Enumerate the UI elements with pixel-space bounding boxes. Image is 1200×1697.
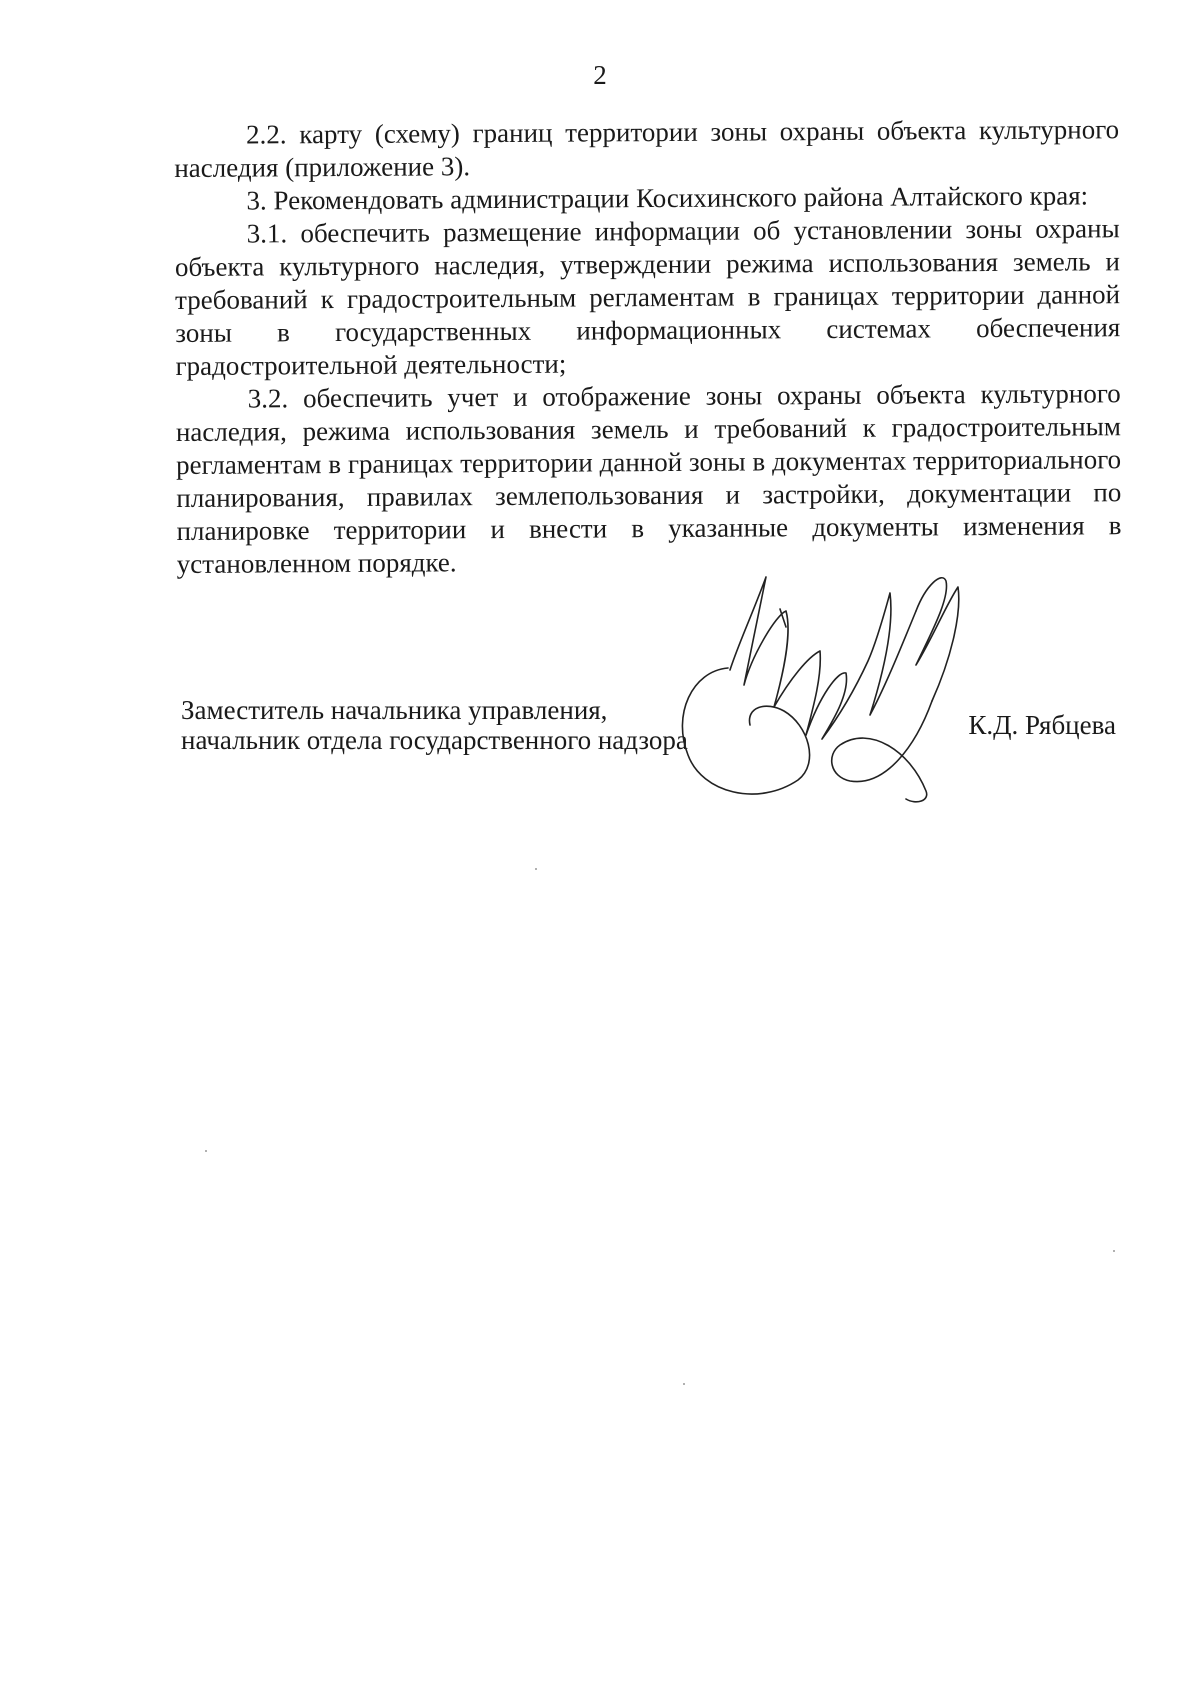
scan-speck bbox=[205, 1150, 207, 1152]
paragraph-3: 3. Рекомендовать администрации Косихинского района Алтайского края: bbox=[246, 180, 1089, 216]
paragraph-3-1: 3.1. обеспечить размещение информации об установлении зоны охраны объекта культурного наследия, утверждении режима использования земель и требований к градостроительным регламентам в границах территории данной зоны в государственных информационных системах обеспечения градостроительной деятельности; bbox=[174, 213, 1121, 381]
signer-position-line-1: Заместитель начальника управления, bbox=[181, 695, 608, 725]
signer-name: К.Д. Рябцева bbox=[968, 710, 1116, 740]
paragraph-2-2: 2.2. карту (схему) границ территории зоны охраны объекта культурного наследия (приложение 3). bbox=[174, 114, 1120, 183]
scan-speck bbox=[683, 1383, 685, 1385]
document-body bbox=[174, 113, 1122, 581]
signer-position-line-2: начальник отдела государственного надзора bbox=[181, 725, 688, 755]
scan-speck bbox=[535, 868, 537, 870]
signer-position bbox=[181, 695, 688, 755]
handwritten-signature bbox=[680, 575, 980, 810]
paragraph-3-2: 3.2. обеспечить учет и отображение зоны охраны объекта культурного наследия, режима использования земель и требований к градостроительным регламентам в границах территории данной зоны в документах территориального планирования, правилах землепользования и застройки, документации по планировке территории и внести в указанные документы изменения в установленном порядке. bbox=[175, 378, 1122, 579]
scan-speck bbox=[1113, 1250, 1115, 1252]
page-number: 2 bbox=[593, 60, 607, 90]
